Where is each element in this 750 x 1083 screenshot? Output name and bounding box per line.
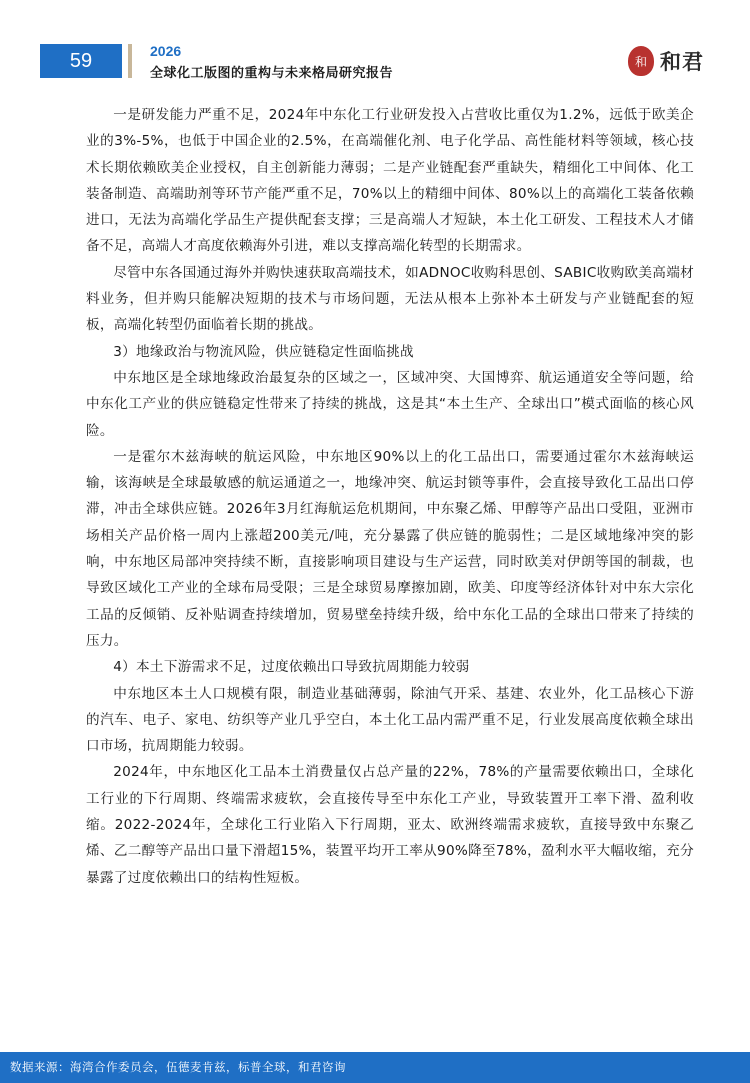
brand-logo [628,44,718,78]
header-divider [128,44,132,78]
paragraph: 尽管中东各国通过海外并购快速获取高端技术，如ADNOC收购科思创、SABIC收购欧美高端材料业务，但并购只能解决短期的技术与市场问题，无法从根本上弥补本土研发与产业链配套的短板，高端化转型仍面临着长期的挑战。 [86,264,694,334]
paragraph: 一是霍尔木兹海峡的航运风险，中东地区90%以上的化工品出口，需要通过霍尔木兹海峡运输，该海峡是全球最敏感的航运通道之一，地缘冲突、航运封锁等事件，会直接导致化工品出口停滞，冲击全球供应链。2026年3月红海航运危机期间，中东聚乙烯、甲醇等产品出口受阻，亚洲市场相关产品价格一周内上涨超200美元/吨，充分暴露了供应链的脆弱性；二是区域地缘冲突的影响，中东地区局部冲突持续不断，直接影响项目建设与生产运营，同时欧美对伊朗等国的制裁，也导致区域化工产业的全球布局受限；三是全球贸易摩擦加剧，欧美、印度等经济体针对中东大宗化工品的反倾销、反补贴调查持续增加，贸易壁垒持续升级，给中东化工品的全球出口带来了持续的压力。 [86,448,694,649]
header-year: 2026 [150,43,182,59]
section-heading: 4）本土下游需求不足，过度依赖出口导致抗周期能力较弱 [113,659,470,676]
seal-icon: 和 [628,46,654,76]
report-title: 全球化工版图的重构与未来格局研究报告 [150,66,394,81]
brand-name: 和君 [660,50,704,74]
data-source-footer: 数据来源：海湾合作委员会，伍德麦肯兹，标普全球，和君咨询 [0,1052,750,1083]
page-number: 59 [40,44,122,78]
paragraph: 中东地区是全球地缘政治最复杂的区域之一，区域冲突、大国博弈、航运通道安全等问题，给中东化工产业的供应链稳定性带来了持续的挑战，这是其“本土生产、全球出口”模式面临的核心风险。 [86,369,694,439]
paragraph: 中东地区本土人口规模有限，制造业基础薄弱，除油气开采、基建、农业外，化工品核心下游的汽车、电子、家电、纺织等产业几乎空白，本土化工品内需严重不足，行业发展高度依赖全球出口市场，抗周期能力较弱。 [86,685,694,755]
paragraph: 2024年，中东地区化工品本土消费量仅占总产量的22%，78%的产量需要依赖出口，全球化工行业的下行周期、终端需求疲软，会直接传导至中东化工产业，导致装置开工率下滑、盈利收缩。2022-2024年，全球化工行业陷入下行周期，亚太、欧洲终端需求疲软，直接导致中东聚乙烯、乙二醇等产品出口量下滑超15%，装置平均开工率从90%降至78%，盈利水平大幅收缩，充分暴露了过度依赖出口的结构性短板。 [86,764,694,886]
section-heading: 3）地缘政治与物流风险，供应链稳定性面临挑战 [113,343,414,360]
body-text [86,102,694,891]
paragraph: 一是研发能力严重不足，2024年中东化工行业研发投入占营收比重仅为1.2%，远低于欧美企业的3%-5%，也低于中国企业的2.5%，在高端催化剂、电子化学品、高性能材料等领域，核心技术长期依赖欧美企业授权，自主创新能力薄弱；二是产业链配套严重缺失，精细化工中间体、化工装备制造、高端助剂等环节产能严重不足，70%以上的精细中间体、80%以上的高端化工装备依赖进口，无法为高端化学品生产提供配套支撑；三是高端人才短缺，本土化工研发、工程技术人才储备不足，高端人才高度依赖海外引进，难以支撑高端化转型的长期需求。 [86,107,694,255]
